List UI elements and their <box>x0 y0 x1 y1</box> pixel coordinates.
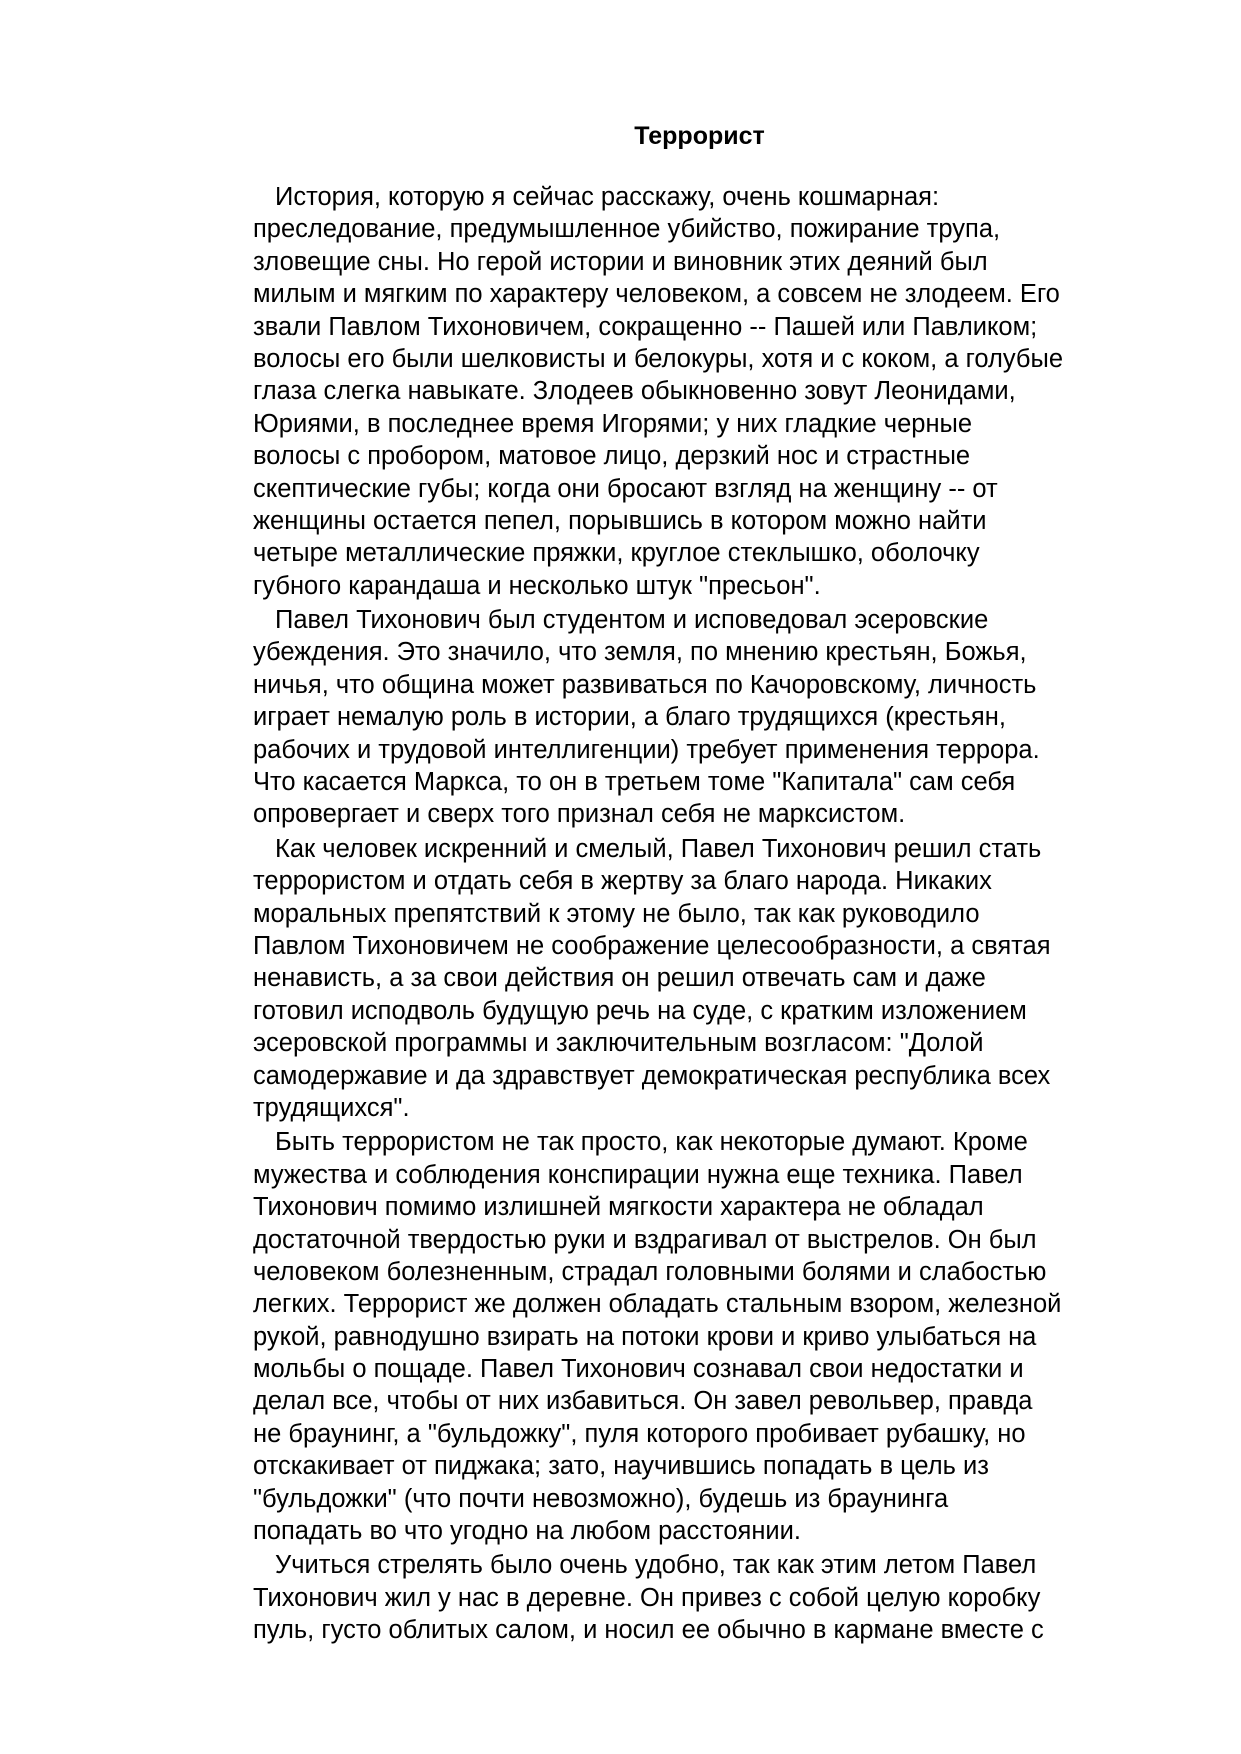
document-body <box>253 181 1153 1647</box>
paragraph-first-line: Быть террористом не так просто, как некоторые думают. Кроме <box>275 1128 1028 1157</box>
text-line: рабочих и трудовой интеллигенции) требует применения террора. <box>253 735 1040 764</box>
text-line: четыре металлические пряжки, круглое стеклышко, оболочку <box>253 539 980 568</box>
text-line: попадать во что угодно на любом расстоянии. <box>253 1517 802 1546</box>
text-line: убеждения. Это значило, что земля, по мнению крестьян, Божья, <box>253 638 1027 667</box>
text-line: губного карандаша и несколько штук "пресьон". <box>253 571 821 600</box>
text-line: глаза слегка навыкате. Злодеев обыкновенно зовут Леонидами, <box>253 377 1016 406</box>
text-line: милым и мягким по характеру человеком, а совсем не злодеем. Его <box>253 280 1060 309</box>
document-title: Террорист <box>634 122 765 150</box>
text-line: рукой, равнодушно взирать на потоки крови и криво улыбаться на <box>253 1322 1037 1351</box>
text-line: звали Павлом Тихоновичем, сокращенно -- Пашей или Павликом; <box>253 312 1038 341</box>
text-line: играет немалую роль в истории, а благо трудящихся (крестьян, <box>253 703 1006 732</box>
text-line: скептические губы; когда они бросают взгляд на женщину -- от <box>253 474 998 503</box>
text-line: Тихонович помимо излишней мягкости характера не обладал <box>253 1193 984 1222</box>
text-line: ненависть, а за свои действия он решил отвечать сам и даже <box>253 964 986 993</box>
text-line: человеком болезненным, страдал головными болями и слабостью <box>253 1257 1047 1286</box>
paragraph-first-line: Как человек искренний и смелый, Павел Тихонович решил стать <box>275 834 1042 863</box>
text-line: не браунинг, а "бульдожку", пуля которого пробивает рубашку, но <box>253 1419 1026 1448</box>
text-line: преследование, предумышленное убийство, пожирание трупа, <box>253 215 1001 244</box>
text-line: трудящихся". <box>253 1093 410 1122</box>
text-line: волосы его были шелковисты и белокуры, хотя и с коком, а голубые <box>253 344 1063 373</box>
text-line: моральных препятствий к этому не было, так как руководило <box>253 899 980 928</box>
text-line: достаточной твердостью руки и вздрагивал от выстрелов. Он был <box>253 1225 1037 1254</box>
paragraph-first-line: Учиться стрелять было очень удобно, так как этим летом Павел <box>275 1551 1037 1580</box>
paragraph-first-line: Павел Тихонович был студентом и исповедовал эсеровские <box>275 606 989 635</box>
text-line: легких. Террорист же должен обладать стальным взором, железной <box>253 1290 1062 1319</box>
text-line: Что касается Маркса, то он в третьем томе "Капитала" сам себя <box>253 768 1016 797</box>
text-line: ничья, что община может развиваться по Качоровскому, личность <box>253 670 1037 699</box>
text-line: пуль, густо облитых салом, и носил ее обычно в кармане вместе с <box>253 1616 1044 1645</box>
text-line: волосы с пробором, матовое лицо, дерзкий нос и страстные <box>253 442 971 471</box>
text-line: Юриями, в последнее время Игорями; у них гладкие черные <box>253 409 973 438</box>
text-line: делал все, чтобы от них избавиться. Он завел револьвер, правда <box>253 1387 1033 1416</box>
text-line: Павлом Тихоновичем не соображение целесообразности, а святая <box>253 931 1051 960</box>
text-line: самодержавие и да здравствует демократическая республика всех <box>253 1061 1051 1090</box>
text-line: террористом и отдать себя в жертву за благо народа. Никаких <box>253 867 992 896</box>
text-line: опровергает и сверх того признал себя не марксистом. <box>253 800 906 829</box>
text-line: Тихонович жил у нас в деревне. Он привез с собой целую коробку <box>253 1583 1041 1612</box>
text-line: готовил исподволь будущую речь на суде, с кратким изложением <box>253 996 1027 1025</box>
text-line: эсеровской программы и заключительным возгласом: "Долой <box>253 1029 984 1058</box>
text-line: женщины остается пепел, порывшись в котором можно найти <box>253 506 987 535</box>
text-line: отскакивает от пиджака; зато, научившись попадать в цель из <box>253 1452 989 1481</box>
text-line: зловещие сны. Но герой истории и виновник этих деяний был <box>253 247 988 276</box>
paragraph-first-line: История, которую я сейчас расскажу, очень кошмарная: <box>275 183 940 211</box>
text-line: мужества и соблюдения конспирации нужна еще техника. Павел <box>253 1160 1023 1189</box>
text-line: "бульдожки" (что почти невозможно), будешь из браунинга <box>253 1484 949 1513</box>
text-line: мольбы о пощаде. Павел Тихонович сознавал свои недостатки и <box>253 1355 1024 1384</box>
